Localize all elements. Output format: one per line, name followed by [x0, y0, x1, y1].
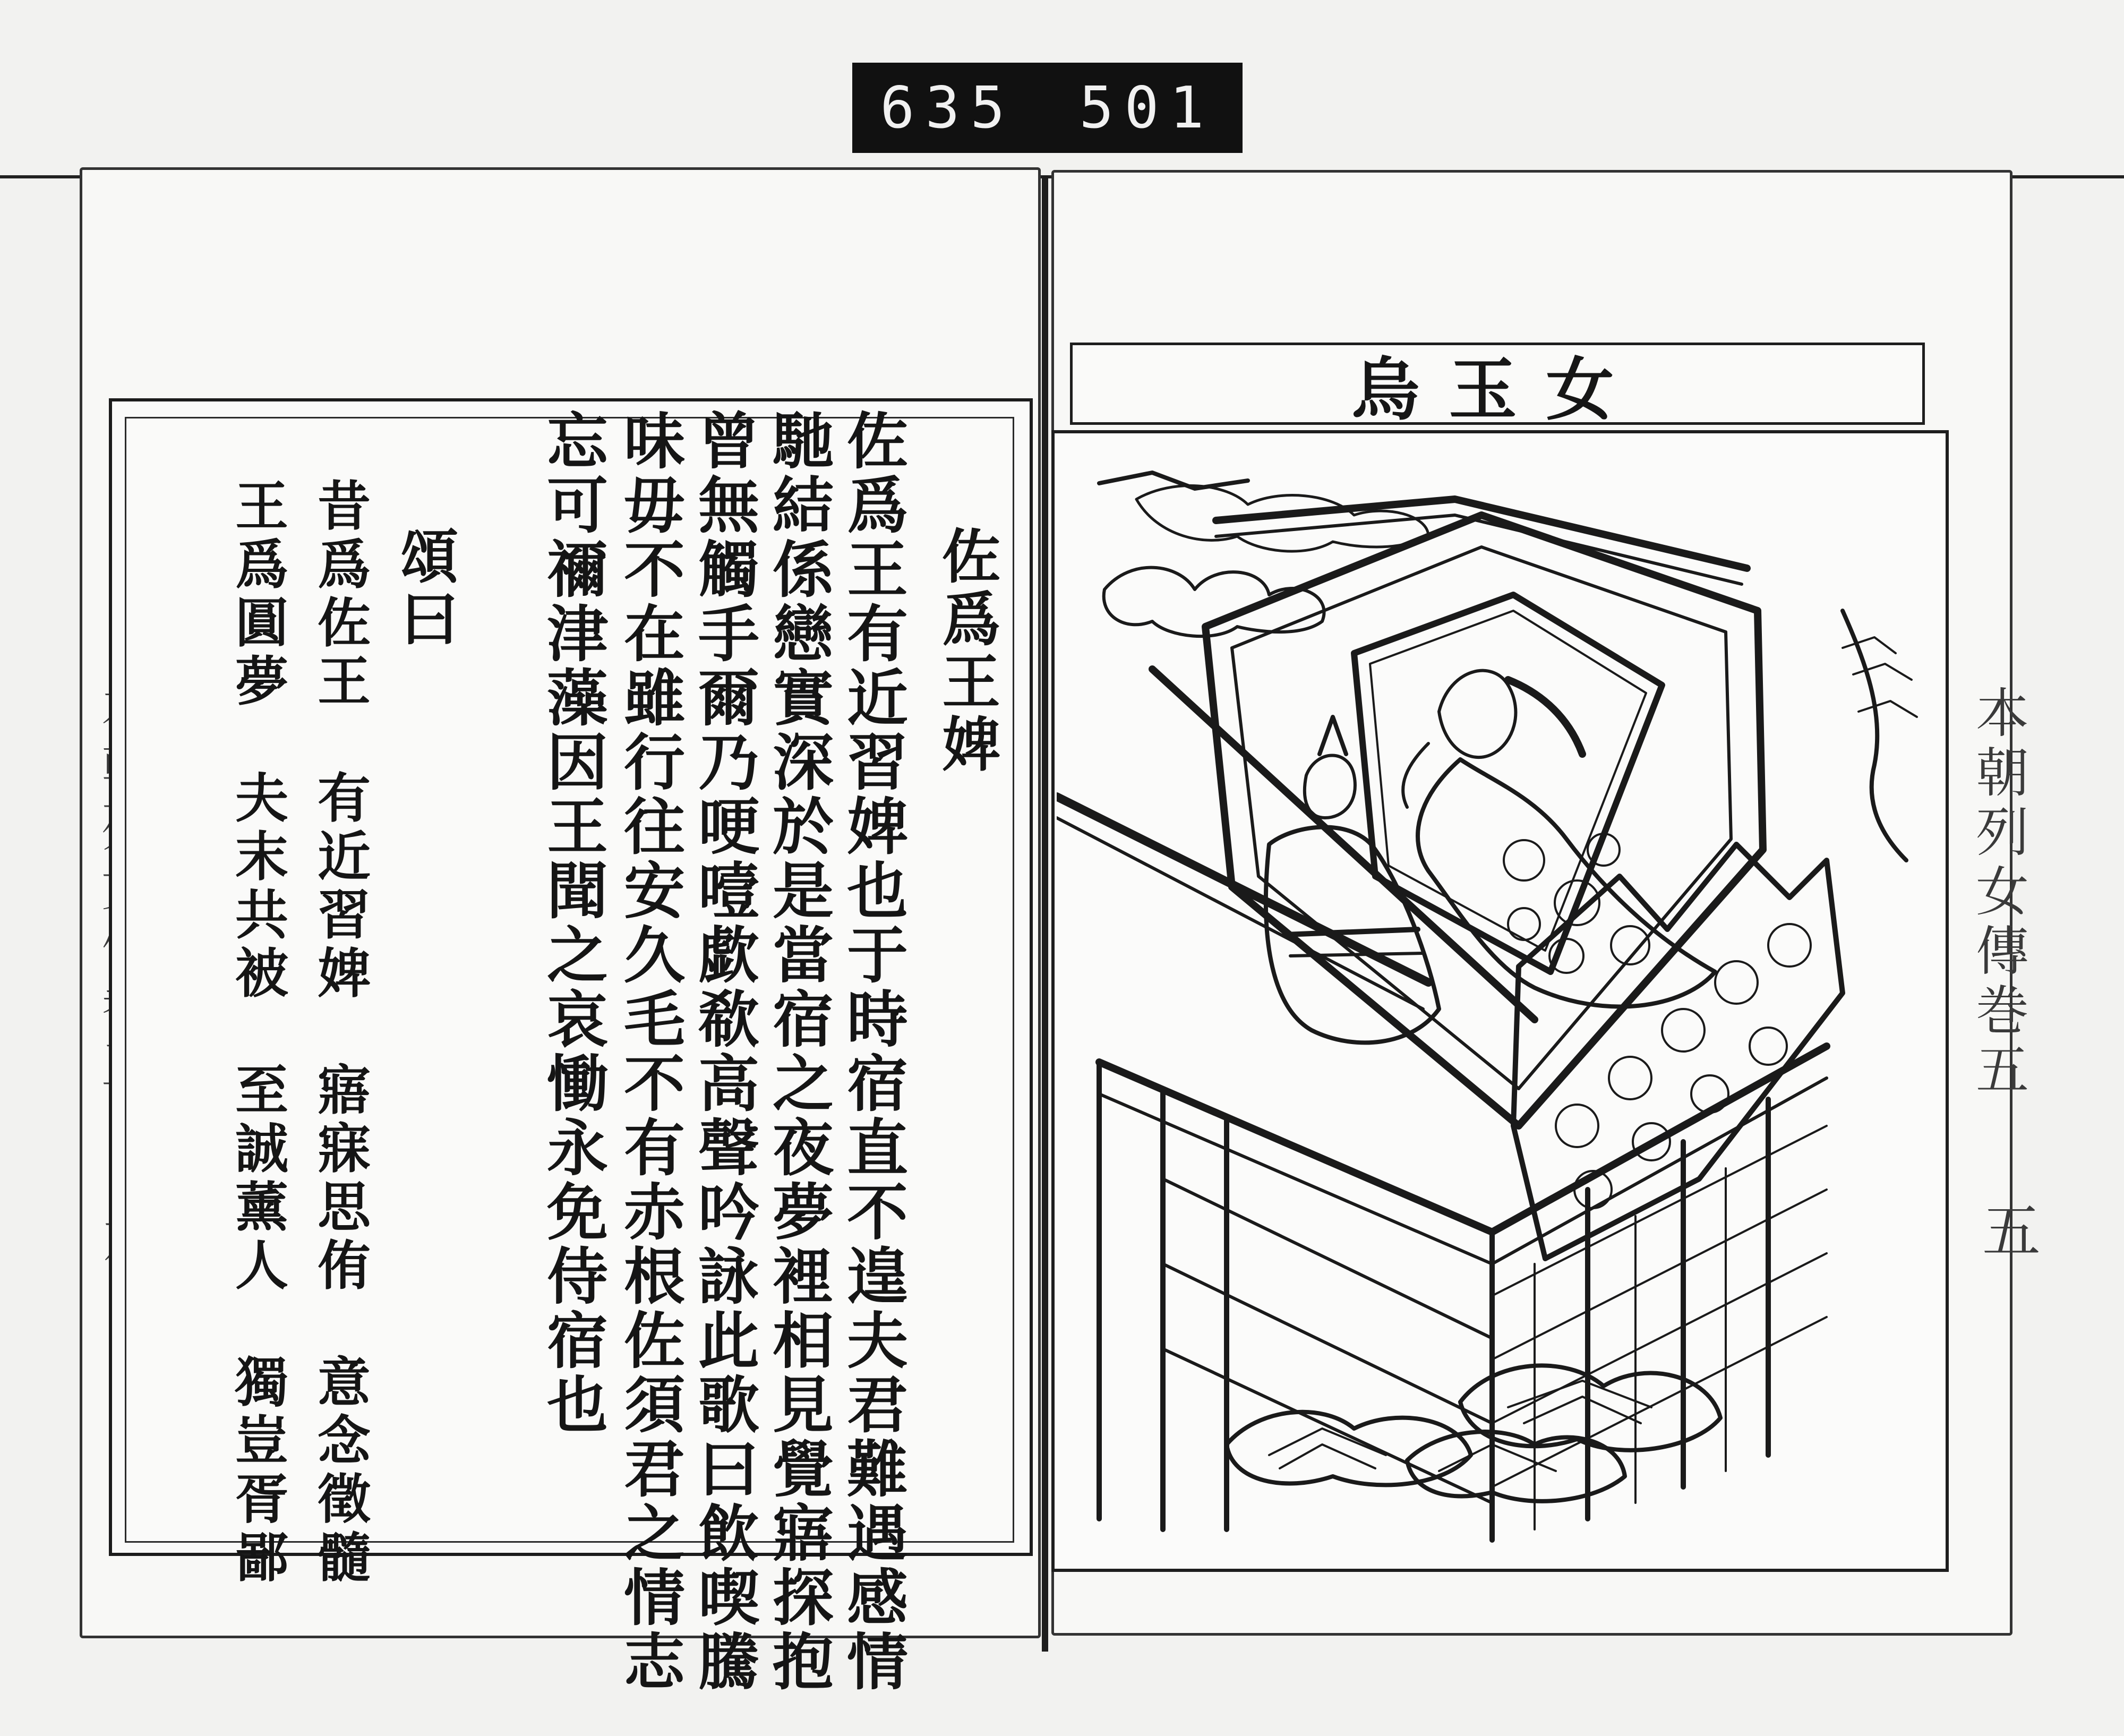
accession-number-left: 635 [880, 74, 1016, 141]
accession-number-label [852, 63, 1243, 153]
body-column-4: 味毋不在雖行往安久毛不有赤根佐須君之情志 [613, 409, 685, 1694]
roof-beam [1216, 499, 1747, 568]
body-column-2: 馳結係戀實深於是當宿之夜夢裡相見覺寤探抱 [762, 409, 834, 1694]
body-column-3: 曾無觸手爾乃哽噎歔欷高聲吟詠此歌曰飲喫騰 [688, 409, 759, 1694]
man-head [1305, 756, 1355, 818]
body-column-5: 忘可禰津藻因王聞之哀慟永免侍宿也 [536, 409, 608, 1437]
accession-number-right: 501 [1079, 74, 1215, 141]
verse-heading: 頌曰 [391, 526, 459, 651]
right-page-number: 五 [1973, 1200, 2041, 1265]
body-column-1: 佐爲王有近習婢也于時宿直不遑夫君難遇感情 [836, 409, 908, 1694]
illustration-title: 烏玉女 [1351, 349, 1643, 430]
cloud-shape-top [1136, 486, 1428, 552]
section-heading: 佐爲王婢 [932, 526, 1001, 776]
verse-column-2: 王爲圓夢 夫末共被 至誠薰人 獨豈胥鄙 [226, 478, 289, 1588]
verse-column-1: 昔爲佐王 有近習婢 寤寐思侑 意念徵髓 [309, 478, 371, 1588]
tatami-platform [1354, 595, 1662, 972]
man-cap [1320, 717, 1346, 754]
illustration-title-cartouche [1070, 343, 1925, 430]
lady-head [1439, 671, 1515, 757]
pine-tree-bottom [1227, 1365, 1720, 1501]
gutter-divider [1042, 175, 1048, 1652]
pine-branch-right [1843, 611, 1906, 860]
right-page-margin-title: 本朝列女傳巻五 [1967, 685, 2029, 1101]
lattice-wall [1492, 1126, 1827, 1529]
woodblock-illustration [1057, 435, 1943, 1567]
